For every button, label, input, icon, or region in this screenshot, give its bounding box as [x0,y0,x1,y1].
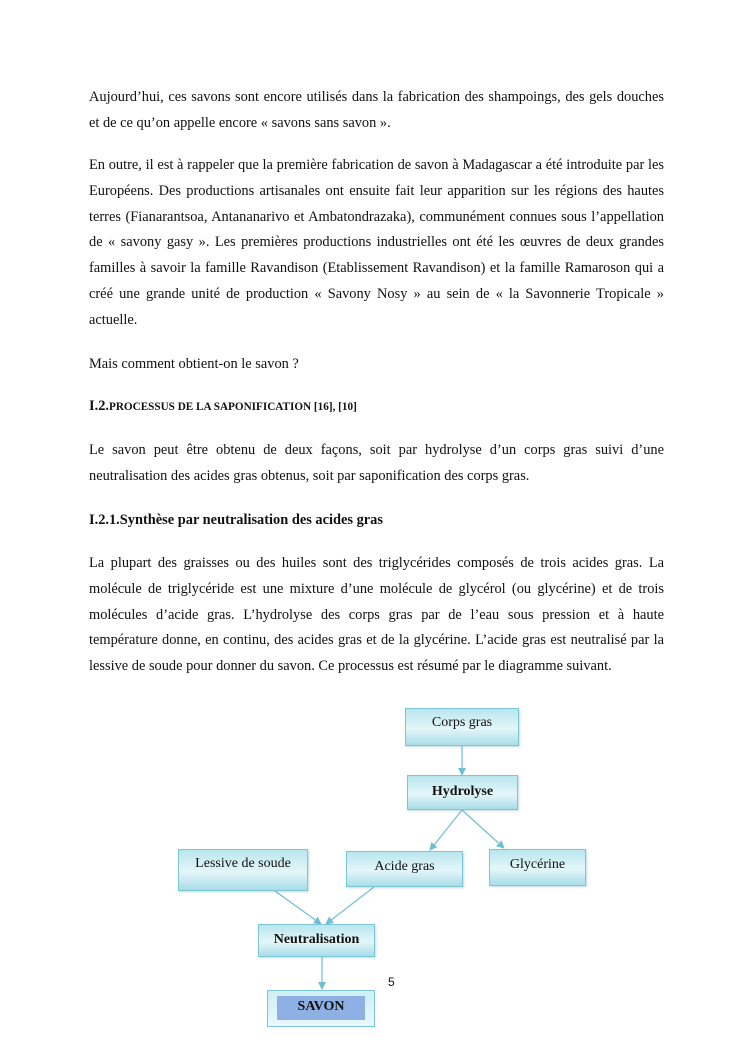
box-neutralisation: Neutralisation [258,924,375,957]
box-acide-gras: Acide gras [346,851,463,887]
paragraph-4: Le savon peut être obtenu de deux façons, soit par hydrolyse d’un corps gras suivi d’une neutralisation des acides gras obtenus, soit par saponification des corps gras. [89,442,664,484]
subsection-heading: I.2.1.Synthèse par neutralisation des acides gras [89,512,383,528]
box-savon [267,990,375,1027]
paragraph-5: La plupart des graisses ou des huiles sont des triglycérides composés de trois acides gras. La molécule de triglycéride est une mixture d’une molécule de glycérol (ou glycérine) et de trois molécules d’acide gras. L’hydrolyse des corps gras par de l’eau sous pression et à haute température donne, en continu, des acides gras et de la glycérine. L’acide gras est neutralisé par la lessive de soude pour donner du savon. Ce processus est résumé par le diagramme suivant. [89,555,664,675]
paragraph-3: Mais comment obtient-on le savon ? [89,356,299,372]
arrow-acide-to-neutralisation [326,887,374,924]
arrow-lessive-to-neutralisation [275,891,321,924]
arrow-hydrolyse-to-glycerine [462,810,504,848]
section-number: I.2. [89,398,109,414]
arrow-hydrolyse-to-acide [430,810,462,850]
box-lessive-de-soude: Lessive de soude [178,849,308,891]
paragraph-2: En outre, il est à rappeler que la première fabrication de savon à Madagascar a été introduite par les Européens. Des productions artisanales ont ensuite fait leur apparition sur les régions des hautes terres (Fianarantsoa, Antananarivo et Ambatondrazaka), communément connues sous l’appellation de « savony gasy ». Les premières productions industrielles ont été les œuvres de deux grandes familles à savoir la famille Ravandison (Etablissement Ravandison) et la famille Ramaroson qui a créé une grande unité de production « Savony Nosy » au sein de « la Savonnerie Tropicale » actuelle. [89,157,664,328]
page-number: 5 [388,975,395,989]
section-title: PROCESSUS DE LA SAPONIFICATION [16], [10] [109,401,357,413]
savon-label: SAVON [277,996,365,1020]
paragraph-1: Aujourd’hui, ces savons sont encore utilisés dans la fabrication des shampoings, des gels douches et de ce qu’on appelle encore « savons sans savon ». [89,89,664,131]
box-corps-gras: Corps gras [405,708,519,746]
box-hydrolyse: Hydrolyse [407,775,518,810]
box-glycerine: Glycérine [489,849,586,886]
